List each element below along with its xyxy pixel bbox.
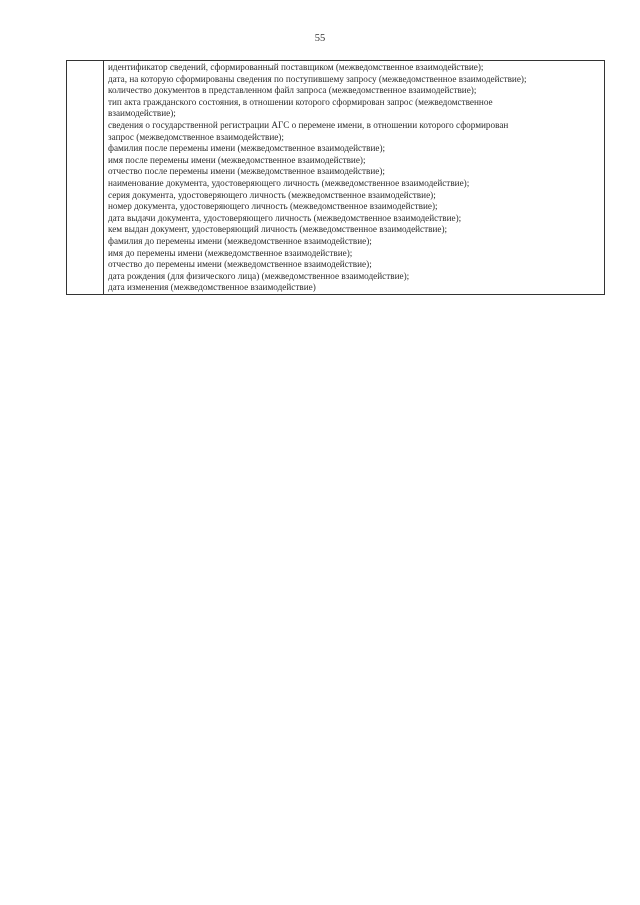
text-line: серия документа, удостоверяющего личность (межведомственное взаимодействие);: [108, 189, 436, 200]
document-table: [66, 60, 605, 295]
text-line: фамилия до перемены имени (межведомственное взаимодействие);: [108, 235, 372, 246]
text-line: дата изменения (межведомственное взаимодействие): [108, 282, 316, 293]
text-line: взаимодействие);: [108, 108, 176, 119]
text-line: отчество после перемены имени (межведомственное взаимодействие);: [108, 166, 385, 177]
text-line: кем выдан документ, удостоверяющий личность (межведомственное взаимодействие);: [108, 224, 448, 235]
table-cell-content: [104, 61, 605, 295]
text-line: запрос (межведомственное взаимодействие);: [108, 131, 284, 142]
text-line: номер документа, удостоверяющего личность (межведомственное взаимодействие);: [108, 201, 438, 212]
table-row: [67, 61, 605, 295]
text-line: фамилия после перемены имени (межведомственное взаимодействие);: [108, 143, 386, 154]
text-line: дата рождения (для физического лица) (межведомственное взаимодействие);: [108, 270, 410, 281]
text-line: имя после перемены имени (межведомственное взаимодействие);: [108, 154, 366, 165]
text-line: отчество до перемены имени (межведомственное взаимодействие);: [108, 259, 372, 270]
text-line: количество документов в представленном файл запроса (межведомственное взаимодействие);: [108, 85, 477, 96]
text-line: тип акта гражданского состояния, в отношении которого сформирован запрос (межведомственное: [108, 96, 493, 107]
text-line: идентификатор сведений, сформированный поставщиком (межведомственное взаимодействие);: [108, 62, 484, 72]
text-line: сведения о государственной регистрации АГС о перемене имени, в отношении которого сформирован: [108, 119, 509, 130]
text-line: дата, на которую сформированы сведения по поступившему запросу (межведомственное взаимодействие);: [108, 73, 527, 84]
text-line: имя до перемены имени (межведомственное взаимодействие);: [108, 247, 353, 258]
text-line: дата выдачи документа, удостоверяющего личность (межведомственное взаимодействие);: [108, 212, 462, 223]
table-cell-left: [67, 61, 104, 295]
text-line: наименование документа, удостоверяющего личность (межведомственное взаимодействие);: [108, 177, 470, 188]
page-number: 55: [314, 33, 326, 44]
